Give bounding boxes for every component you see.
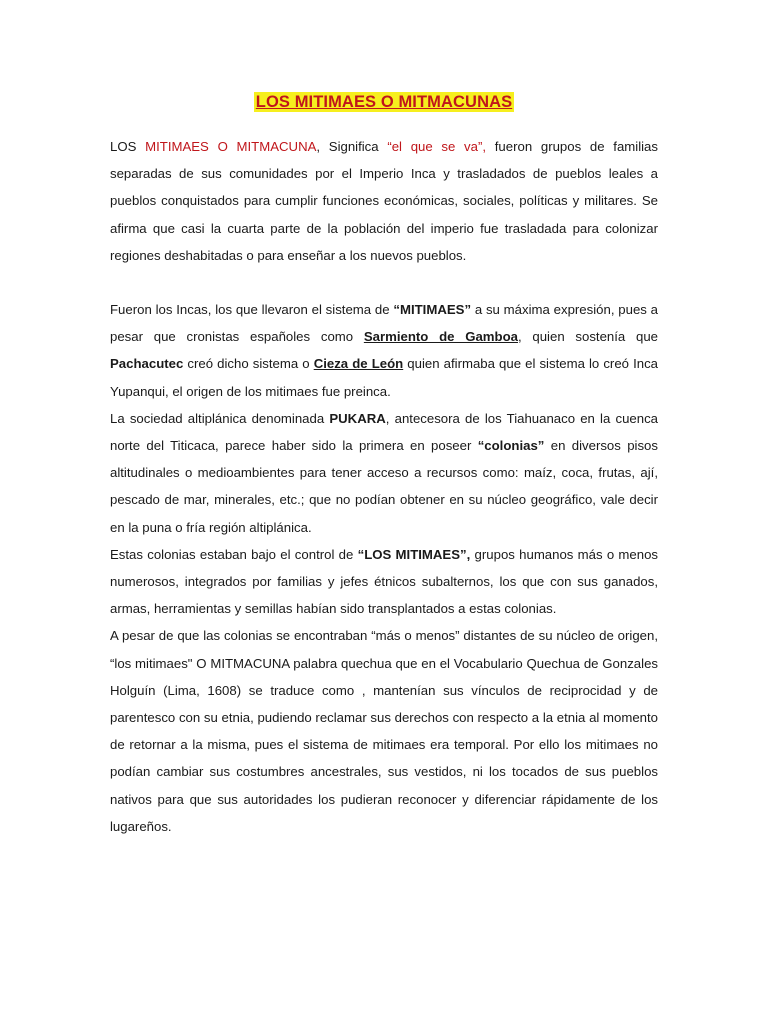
p1-text-2: , Significa	[316, 139, 388, 154]
document-body	[110, 133, 658, 840]
p2-bold-mitimaes: “MITIMAES”	[393, 302, 472, 318]
p2-text-3: , quien sostenía que	[517, 329, 658, 345]
p1-text-3: fueron grupos de familias separadas de sus comunidades por el Imperio Inca y trasladados de pueblos leales a pueblos conquistados para cumplir funciones económicas, sociales, políticas y militares. Se afirma que casi la cuarta parte de la población del imperio fue trasladada para colonizar regiones deshabitadas o para enseñar a los nuevos pueblos.	[110, 139, 658, 263]
p2-text-2: a su máxima expresión, pues a pesar que cronistas españoles como	[110, 302, 658, 345]
paragraph-2	[110, 296, 658, 405]
p2-text-4: creó dicho sistema o	[183, 356, 314, 372]
p3-text-2: , antecesora de los Tiahuanaco en la cuenca norte del Titicaca, parece haber sido la primera en poseer	[110, 410, 659, 454]
paragraph-3	[110, 405, 658, 541]
p3-bold-colonias: “colonias”	[477, 438, 545, 454]
p4-text-2: grupos humanos más o menos numerosos, integrados por familias y jefes étnicos subalternos, los que con sus ganados, armas, herramientas y semillas habían sido transplantados a estas colonias.	[110, 546, 659, 617]
p1-text-1: LOS	[110, 139, 146, 154]
p3-bold-pukara: PUKARA	[329, 410, 386, 426]
p3-text-3: en diversos pisos altitudinales o medioambientes para tener acceso a recursos como: maíz, coca, frutas, ají, pescado de mar, minerales, etc.; que no podían obtener en su núcleo geográfico, vale decir en la puna o fría región altiplánica.	[110, 438, 658, 535]
p2-bold-pachacutec: Pachacutec	[110, 356, 184, 372]
p2-name-cieza: Cieza de León	[313, 356, 404, 372]
p5-text-1: A pesar de que las colonias se encontraban “más o menos” distantes de su núcleo de origen, “los mitimaes" O MITMACUNA palabra quechua que en el Vocabulario Quechua de Gonzales Holguín (Lima, 1608) se traduce como , mantenían sus vínculos de reciprocidad y de parentesco con su etnia, pudiendo reclamar sus derechos con respecto a la etnia al momento de retornar a la misma, pues el sistema de mitimaes era temporal. Por ello los mitimaes no podían cambiar sus costumbres ancestrales, sus vestidos, ni los tocados de sus pueblos nativos para que sus autoridades los pudieran reconocer y diferenciar rápidamente de los lugareños.	[110, 628, 658, 834]
p3-text-1: La sociedad altiplánica denominada	[110, 410, 330, 426]
p4-text-1: Estas colonias estaban bajo el control de	[110, 546, 358, 562]
p2-text-1: Fueron los Incas, los que llevaron el sistema de	[110, 302, 394, 318]
paragraph-5	[110, 622, 658, 840]
paragraph-4	[110, 541, 658, 623]
p2-text-5: quien afirmaba que el sistema lo creó Inca Yupanqui, el origen de los mitimaes fue preinca.	[110, 356, 658, 399]
p2-name-sarmiento: Sarmiento de Gamboa	[363, 329, 518, 345]
p1-term-mitimaes: MITIMAES O MITMACUNA	[145, 139, 317, 154]
paragraph-1	[110, 133, 658, 269]
p4-bold-los-mitimaes: “LOS MITIMAES”,	[357, 546, 471, 562]
document-title: LOS MITIMAES O MITMACUNAS	[255, 93, 513, 111]
p1-meaning-quote: “el que se va”,	[387, 139, 487, 154]
paragraph-gap	[110, 269, 658, 296]
title-container	[0, 92, 768, 112]
